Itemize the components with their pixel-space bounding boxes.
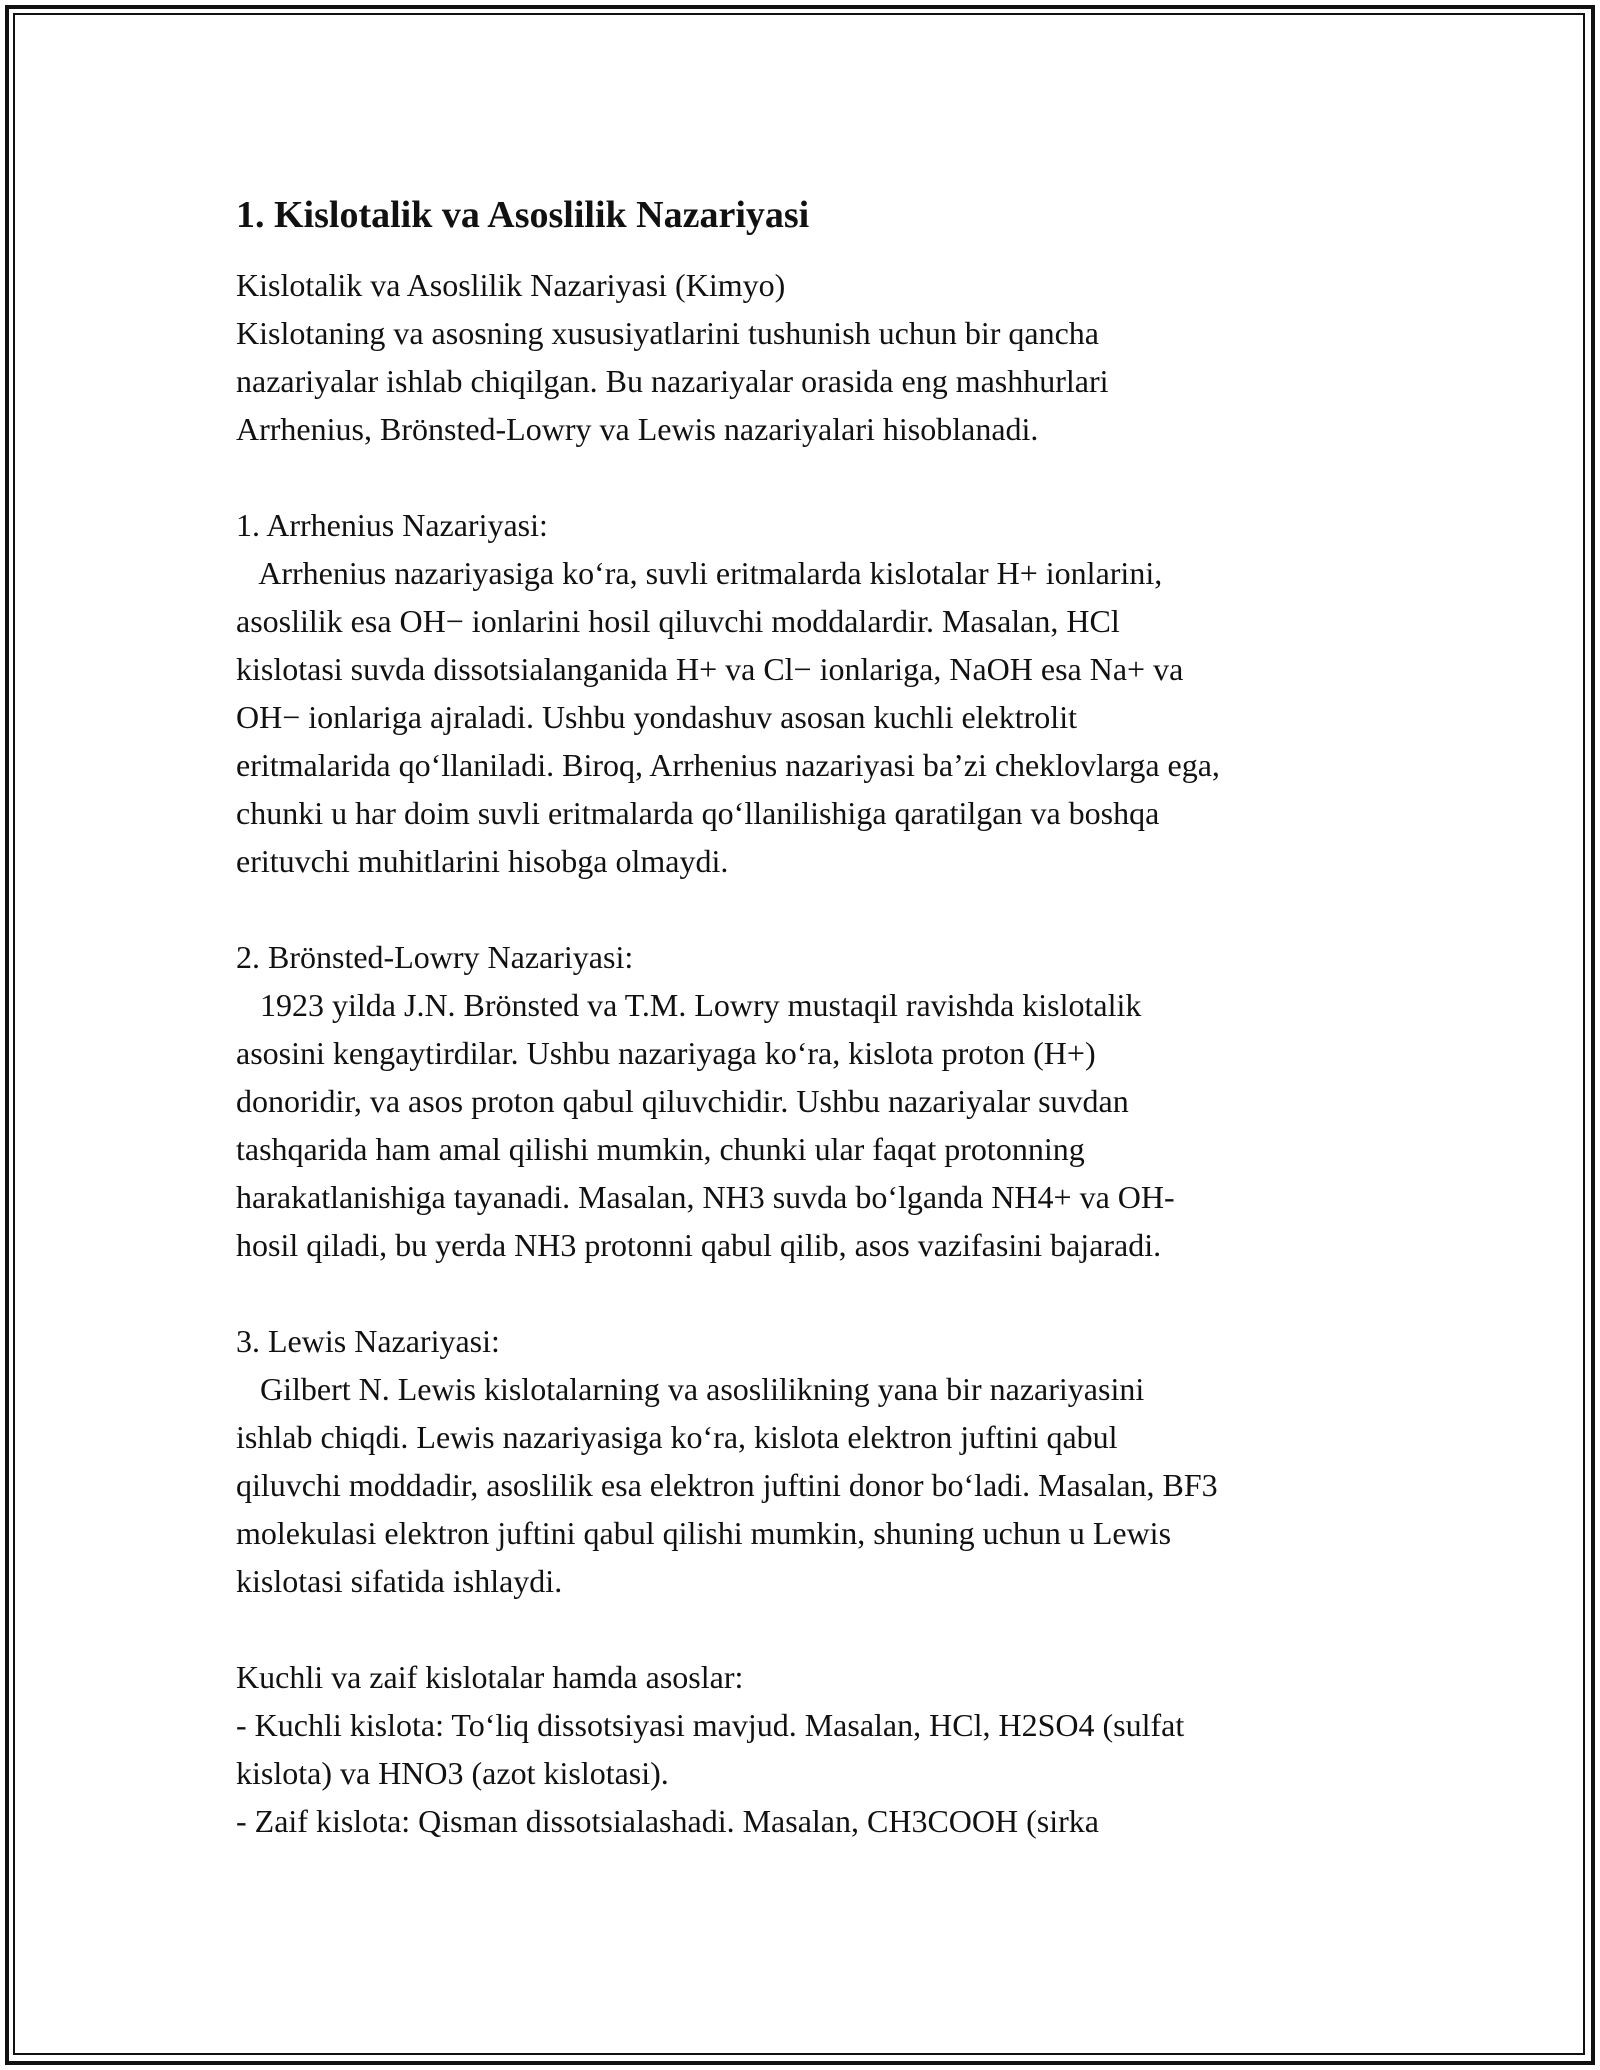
section-heading: 2. Brönsted-Lowry Nazariyasi: bbox=[236, 939, 634, 975]
text-line: Arrhenius nazariyasiga ko‘ra, suvli eritmalarda kislotalar H+ ionlarini, bbox=[236, 555, 1163, 591]
text-line: hosil qiladi, bu yerda NH3 protonni qabul qilib, asos vazifasini bajaradi. bbox=[236, 1227, 1162, 1263]
text-line: qiluvchi moddadir, asoslilik esa elektron juftini donor bo‘ladi. Masalan, BF3 bbox=[236, 1467, 1218, 1503]
text-line: tashqarida ham amal qilishi mumkin, chunki ular faqat protonning bbox=[236, 1131, 1085, 1167]
document-body bbox=[236, 187, 1376, 1845]
text-line: 1923 yilda J.N. Brönsted va T.M. Lowry mustaqil ravishda kislotalik bbox=[236, 987, 1142, 1023]
text-line: asoslilik esa OH− ionlarini hosil qiluvchi moddalardir. Masalan, HCl bbox=[236, 603, 1120, 639]
text-line: kislota) va HNO3 (azot kislotasi). bbox=[236, 1755, 669, 1791]
intro-paragraph bbox=[236, 261, 1376, 453]
text-line: Kislotaning va asosning xususiyatlarini tushunish uchun bir qancha bbox=[236, 315, 1099, 351]
section-heading: Kuchli va zaif kislotalar hamda asoslar: bbox=[236, 1659, 744, 1695]
section-heading: 1. Arrhenius Nazariyasi: bbox=[236, 507, 548, 543]
text-line: eritmalarida qo‘llaniladi. Biroq, Arrhenius nazariyasi ba’zi cheklovlarga ega, bbox=[236, 747, 1220, 783]
text-line: kislotasi suvda dissotsialanganida H+ va Cl− ionlariga, NaOH esa Na+ va bbox=[236, 651, 1184, 687]
text-line: harakatlanishiga tayanadi. Masalan, NH3 suvda bo‘lganda NH4+ va OH- bbox=[236, 1179, 1175, 1215]
text-line: - Kuchli kislota: To‘liq dissotsiyasi mavjud. Masalan, HCl, H2SO4 (sulfat bbox=[236, 1707, 1185, 1743]
section-arrhenius bbox=[236, 501, 1376, 885]
paragraph-gap bbox=[236, 453, 1376, 501]
text-line: ishlab chiqdi. Lewis nazariyasiga ko‘ra, kislota elektron juftini qabul bbox=[236, 1419, 1118, 1455]
text-line: kislotasi sifatida ishlaydi. bbox=[236, 1563, 563, 1599]
text-line: asosini kengaytirdilar. Ushbu nazariyaga ko‘ra, kislota proton (H+) bbox=[236, 1035, 1096, 1071]
document-title: 1. Kislotalik va Asoslilik Nazariyasi bbox=[236, 194, 810, 236]
text-line: - Zaif kislota: Qisman dissotsialashadi. Masalan, CH3COOH (sirka bbox=[236, 1803, 1099, 1839]
text-line: Kislotalik va Asoslilik Nazariyasi (Kimyo) bbox=[236, 267, 786, 303]
text-line: OH− ionlariga ajraladi. Ushbu yondashuv asosan kuchli elektrolit bbox=[236, 699, 1077, 735]
section-strong-weak bbox=[236, 1653, 1376, 1845]
text-line: chunki u har doim suvli eritmalarda qo‘llanilishiga qaratilgan va boshqa bbox=[236, 795, 1160, 831]
text-line: molekulasi elektron juftini qabul qilishi mumkin, shuning uchun u Lewis bbox=[236, 1515, 1172, 1551]
text-line: Arrhenius, Brönsted-Lowry va Lewis nazariyalari hisoblanadi. bbox=[236, 411, 1039, 447]
text-line: erituvchi muhitlarini hisobga olmaydi. bbox=[236, 843, 729, 879]
section-lewis bbox=[236, 1317, 1376, 1605]
section-heading: 3. Lewis Nazariyasi: bbox=[236, 1323, 500, 1359]
section-bronsted-lowry bbox=[236, 933, 1376, 1269]
text-line: donoridir, va asos proton qabul qiluvchidir. Ushbu nazariyalar suvdan bbox=[236, 1083, 1129, 1119]
text-line: Gilbert N. Lewis kislotalarning va asoslilikning yana bir nazariyasini bbox=[236, 1371, 1145, 1407]
text-line: nazariyalar ishlab chiqilgan. Bu nazariyalar orasida eng mashhurlari bbox=[236, 363, 1109, 399]
paragraph-gap bbox=[236, 1605, 1376, 1653]
paragraph-gap bbox=[236, 885, 1376, 933]
paragraph-gap bbox=[236, 1269, 1376, 1317]
